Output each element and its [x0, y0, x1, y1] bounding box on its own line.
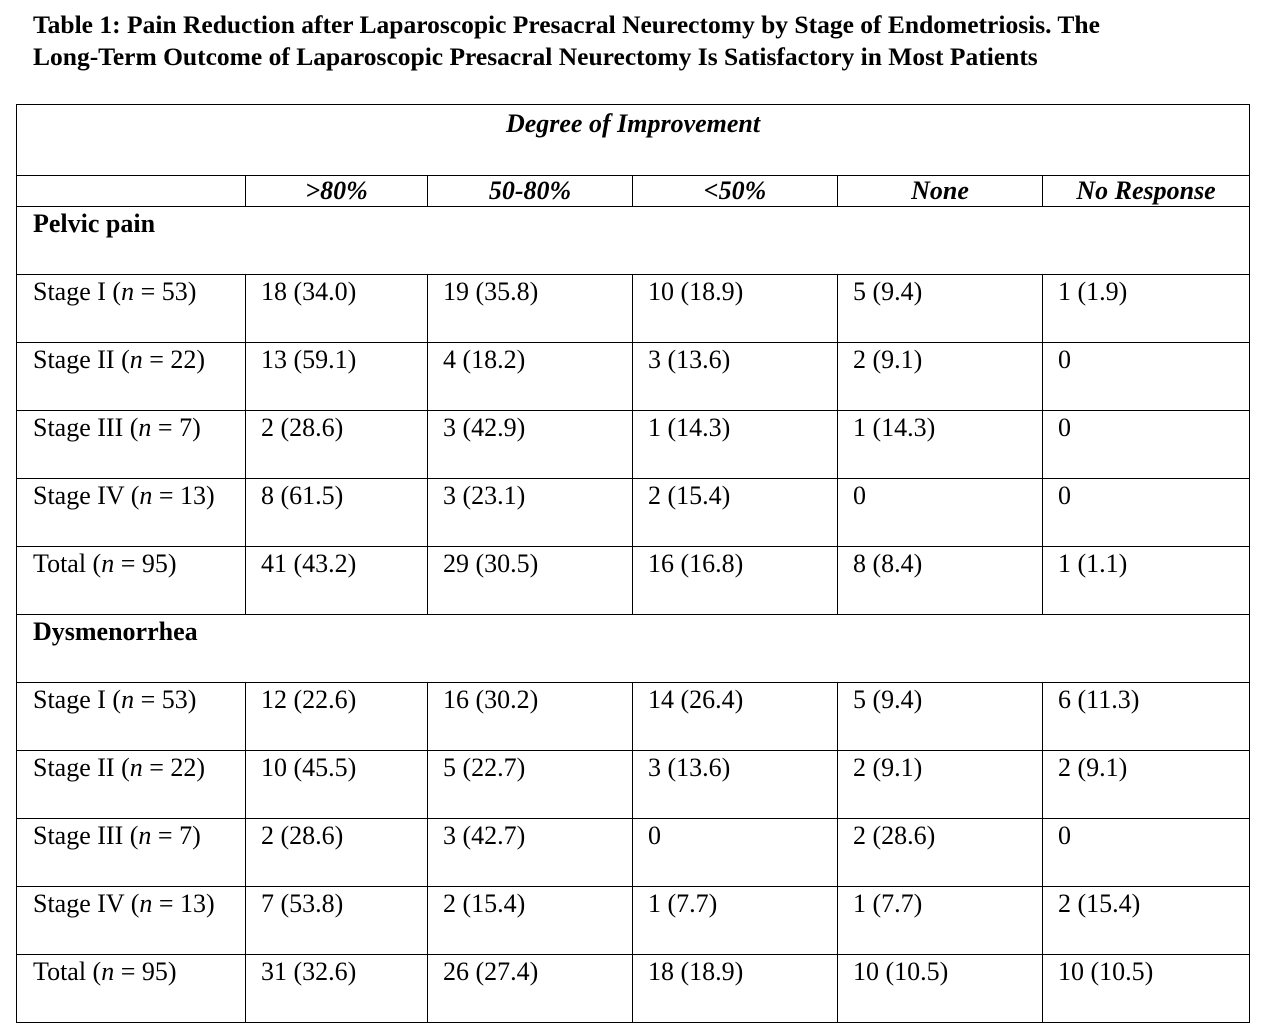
row-label-count: = 7) [151, 821, 201, 850]
table-row [17, 751, 1250, 819]
row-label-text: Stage III ( [33, 821, 139, 850]
cell-none: 5 (9.4) [838, 683, 1043, 751]
row-label-text: Stage I ( [33, 685, 122, 714]
results-table [16, 104, 1250, 1023]
row-label-text: Stage IV ( [33, 481, 140, 510]
row-label-n: n [138, 821, 152, 850]
cell-lt50: 1 (7.7) [633, 887, 838, 955]
cell-50-80: 3 (23.1) [428, 479, 633, 547]
column-header-none: None [838, 176, 1043, 207]
cell-lt50: 18 (18.9) [633, 955, 838, 1023]
cell-none: 0 [838, 479, 1043, 547]
row-label-text: Stage IV ( [33, 889, 140, 918]
row-label-n: n [138, 413, 152, 442]
row-label-text: Stage II ( [33, 753, 130, 782]
cell-no-response: 0 [1043, 343, 1250, 411]
cell-none: 8 (8.4) [838, 547, 1043, 615]
row-label-n: n [121, 277, 135, 306]
row-label-text: Total ( [33, 957, 102, 986]
cell-no-response: 6 (11.3) [1043, 683, 1250, 751]
section-row-dysmenorrhea [17, 615, 1250, 683]
row-label-n: n [121, 685, 135, 714]
table-row [17, 479, 1250, 547]
cell-none: 10 (10.5) [838, 955, 1043, 1023]
cell-gt80: 18 (34.0) [246, 275, 428, 343]
row-label [17, 751, 246, 819]
cell-lt50: 16 (16.8) [633, 547, 838, 615]
table-row [17, 547, 1250, 615]
row-label-count: = 53) [134, 685, 197, 714]
column-header-blank [17, 176, 246, 207]
cell-50-80: 3 (42.7) [428, 819, 633, 887]
table-title-line-1: Table 1: Pain Reduction after Laparoscopic Presacral Neurectomy by Stage of Endometriosis. The [33, 10, 1100, 39]
row-label-count: = 95) [114, 957, 177, 986]
cell-no-response: 1 (1.1) [1043, 547, 1250, 615]
cell-none: 1 (7.7) [838, 887, 1043, 955]
row-label-count: = 22) [142, 753, 206, 782]
cell-gt80: 31 (32.6) [246, 955, 428, 1023]
cell-none: 1 (14.3) [838, 411, 1043, 479]
cell-gt80: 7 (53.8) [246, 887, 428, 955]
row-label [17, 887, 246, 955]
cell-50-80: 4 (18.2) [428, 343, 633, 411]
cell-no-response: 2 (15.4) [1043, 887, 1250, 955]
cell-gt80: 10 (45.5) [246, 751, 428, 819]
cell-gt80: 2 (28.6) [246, 411, 428, 479]
cell-50-80: 26 (27.4) [428, 955, 633, 1023]
row-label-count: = 95) [114, 549, 177, 578]
table-row [17, 275, 1250, 343]
row-label-n: n [101, 957, 115, 986]
table-row [17, 887, 1250, 955]
cell-50-80: 3 (42.9) [428, 411, 633, 479]
cell-lt50: 3 (13.6) [633, 343, 838, 411]
cell-lt50: 1 (14.3) [633, 411, 838, 479]
row-label [17, 275, 246, 343]
column-header-50-80: 50-80% [428, 176, 633, 207]
cell-50-80: 5 (22.7) [428, 751, 633, 819]
cell-no-response: 0 [1043, 819, 1250, 887]
row-label-n: n [129, 345, 143, 374]
row-label-text: Stage III ( [33, 413, 139, 442]
degree-header-row [17, 105, 1250, 176]
row-label [17, 547, 246, 615]
row-label-count: = 22) [142, 345, 206, 374]
row-label-count: = 7) [151, 413, 201, 442]
row-label [17, 955, 246, 1023]
row-label [17, 819, 246, 887]
section-heading: Pelvic pain [17, 207, 1250, 275]
cell-lt50: 0 [633, 819, 838, 887]
cell-lt50: 2 (15.4) [633, 479, 838, 547]
column-header-gt80: >80% [246, 176, 428, 207]
cell-lt50: 10 (18.9) [633, 275, 838, 343]
cell-gt80: 2 (28.6) [246, 819, 428, 887]
column-header-lt50: <50% [633, 176, 838, 207]
row-label-count: = 13) [152, 889, 215, 918]
cell-gt80: 41 (43.2) [246, 547, 428, 615]
table-row [17, 955, 1250, 1023]
table-row [17, 819, 1250, 887]
cell-50-80: 29 (30.5) [428, 547, 633, 615]
degree-of-improvement-header: Degree of Improvement [17, 105, 1250, 176]
cell-gt80: 13 (59.1) [246, 343, 428, 411]
cell-lt50: 3 (13.6) [633, 751, 838, 819]
table-row [17, 411, 1250, 479]
row-label-n: n [129, 753, 143, 782]
row-label-n: n [139, 889, 153, 918]
cell-no-response: 10 (10.5) [1043, 955, 1250, 1023]
row-label [17, 343, 246, 411]
cell-gt80: 8 (61.5) [246, 479, 428, 547]
cell-none: 2 (9.1) [838, 343, 1043, 411]
cell-50-80: 19 (35.8) [428, 275, 633, 343]
cell-no-response: 0 [1043, 411, 1250, 479]
row-label-n: n [139, 481, 153, 510]
row-label-count: = 53) [134, 277, 197, 306]
row-label-n: n [101, 549, 115, 578]
cell-gt80: 12 (22.6) [246, 683, 428, 751]
table-row [17, 343, 1250, 411]
column-header-no-response: No Response [1043, 176, 1250, 207]
row-label-text: Total ( [33, 549, 102, 578]
column-header-row [17, 176, 1250, 207]
table-title-line-2: Long-Term Outcome of Laparoscopic Presacral Neurectomy Is Satisfactory in Most Patients [33, 42, 1038, 71]
cell-none: 2 (28.6) [838, 819, 1043, 887]
cell-no-response: 2 (9.1) [1043, 751, 1250, 819]
row-label-text: Stage II ( [33, 345, 130, 374]
section-row-pelvic-pain [17, 207, 1250, 275]
cell-50-80: 2 (15.4) [428, 887, 633, 955]
row-label [17, 479, 246, 547]
cell-50-80: 16 (30.2) [428, 683, 633, 751]
cell-none: 2 (9.1) [838, 751, 1043, 819]
cell-no-response: 0 [1043, 479, 1250, 547]
table-title [33, 9, 1233, 73]
cell-lt50: 14 (26.4) [633, 683, 838, 751]
table-row [17, 683, 1250, 751]
row-label [17, 411, 246, 479]
section-heading: Dysmenorrhea [17, 615, 1250, 683]
row-label-text: Stage I ( [33, 277, 122, 306]
cell-none: 5 (9.4) [838, 275, 1043, 343]
row-label-count: = 13) [152, 481, 215, 510]
row-label [17, 683, 246, 751]
cell-no-response: 1 (1.9) [1043, 275, 1250, 343]
